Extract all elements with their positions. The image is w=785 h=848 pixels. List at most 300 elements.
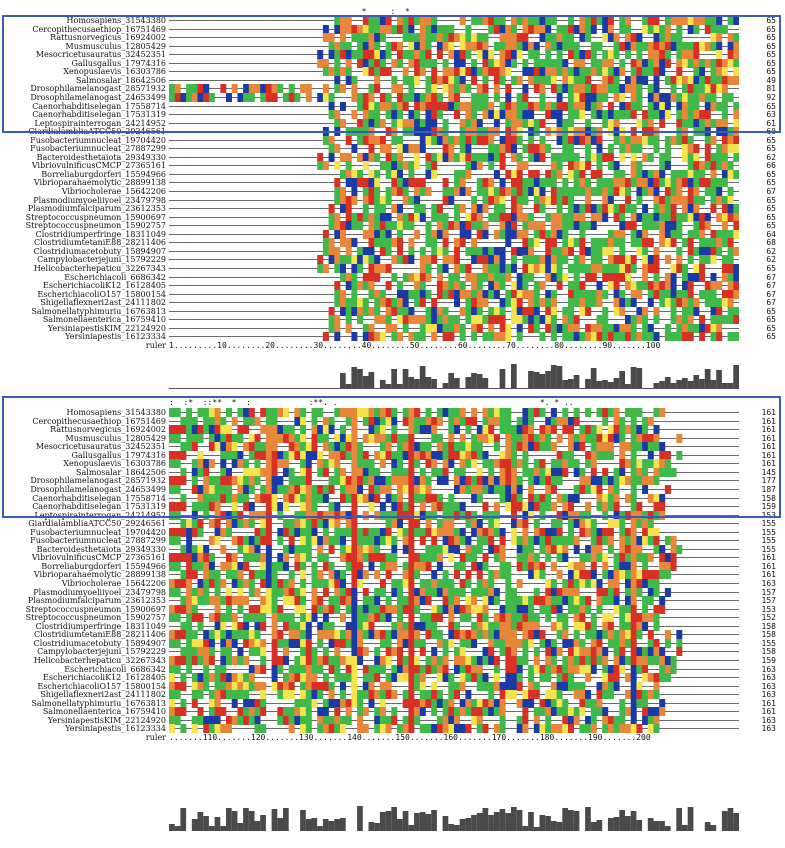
gap-dash bbox=[585, 259, 591, 260]
gap-dash bbox=[728, 446, 734, 447]
gap-dash bbox=[334, 242, 340, 243]
gap-dash bbox=[682, 463, 688, 464]
gap-dash bbox=[255, 319, 261, 320]
gap-dash bbox=[220, 200, 226, 201]
gap-dash bbox=[260, 165, 266, 166]
gap-dash bbox=[243, 131, 249, 132]
gap-dash bbox=[175, 20, 181, 21]
gap-dash bbox=[255, 285, 261, 286]
gap-dash bbox=[317, 37, 323, 38]
gap-dash bbox=[255, 234, 261, 235]
gap-dash bbox=[175, 319, 181, 320]
gap-dash bbox=[277, 446, 283, 447]
gap-dash bbox=[277, 242, 283, 243]
gap-dash bbox=[294, 131, 300, 132]
gap-dash bbox=[306, 148, 312, 149]
gap-dash bbox=[266, 242, 272, 243]
gap-dash bbox=[169, 421, 175, 422]
gap-dash bbox=[614, 225, 620, 226]
gap-dash bbox=[403, 336, 409, 337]
gap-dash bbox=[357, 200, 363, 201]
gap-dash bbox=[300, 174, 306, 175]
gap-dash bbox=[391, 251, 397, 252]
gap-dash bbox=[414, 472, 420, 473]
gap-dash bbox=[397, 200, 403, 201]
gap-dash bbox=[403, 429, 409, 430]
gap-dash bbox=[209, 294, 215, 295]
gap-dash bbox=[312, 234, 318, 235]
gap-dash bbox=[369, 208, 375, 209]
gap-dash bbox=[602, 106, 608, 107]
gap-dash bbox=[488, 208, 494, 209]
gap-dash bbox=[277, 123, 283, 124]
gap-dash bbox=[203, 191, 209, 192]
gap-dash bbox=[631, 311, 637, 312]
gap-dash bbox=[608, 463, 614, 464]
gap-dash bbox=[363, 88, 369, 89]
species-label: EscherichiacoliK12_16128405 bbox=[43, 281, 166, 291]
gap-dash bbox=[220, 148, 226, 149]
gap-dash bbox=[733, 97, 739, 98]
gap-dash bbox=[534, 277, 540, 278]
gap-dash bbox=[186, 455, 192, 456]
gap-dash bbox=[454, 438, 460, 439]
gap-dash bbox=[363, 148, 369, 149]
gap-dash bbox=[659, 438, 665, 439]
gap-dash bbox=[312, 20, 318, 21]
gap-dash bbox=[203, 174, 209, 175]
gap-dash bbox=[460, 217, 466, 218]
gap-dash bbox=[699, 480, 705, 481]
gap-dash bbox=[340, 285, 346, 286]
gap-dash bbox=[215, 20, 221, 21]
gap-dash bbox=[243, 225, 249, 226]
gap-dash bbox=[317, 208, 323, 209]
gap-dash bbox=[260, 106, 266, 107]
gap-dash bbox=[266, 20, 272, 21]
gap-dash bbox=[249, 285, 255, 286]
gap-dash bbox=[203, 446, 209, 447]
gap-dash bbox=[728, 412, 734, 413]
gap-dash bbox=[283, 446, 289, 447]
species-label: Xenopuslaevis_16303786 bbox=[63, 459, 166, 469]
gap-dash bbox=[312, 208, 318, 209]
gap-dash bbox=[203, 455, 209, 456]
gap-dash bbox=[169, 123, 175, 124]
gap-dash bbox=[226, 123, 232, 124]
gap-dash bbox=[226, 165, 232, 166]
gap-dash bbox=[465, 208, 471, 209]
gap-dash bbox=[169, 302, 175, 303]
gap-dash bbox=[317, 123, 323, 124]
gap-dash bbox=[209, 259, 215, 260]
gap-dash bbox=[198, 165, 204, 166]
gap-dash bbox=[192, 268, 198, 269]
gap-dash bbox=[386, 259, 392, 260]
gap-dash bbox=[437, 63, 443, 64]
gap-dash bbox=[180, 294, 186, 295]
gap-dash bbox=[642, 200, 648, 201]
gap-dash bbox=[682, 455, 688, 456]
gap-dash bbox=[255, 114, 261, 115]
gap-dash bbox=[277, 319, 283, 320]
gap-dash bbox=[272, 277, 278, 278]
gap-dash bbox=[597, 225, 603, 226]
gap-dash bbox=[671, 106, 677, 107]
end-position-number: 161 bbox=[761, 450, 776, 460]
gap-dash bbox=[237, 302, 243, 303]
gap-dash bbox=[659, 421, 665, 422]
consensus-line-2: : :* ::** * : :**. . *. * .. bbox=[169, 398, 574, 407]
gap-dash bbox=[272, 131, 278, 132]
gap-dash bbox=[477, 421, 483, 422]
gap-dash bbox=[716, 446, 722, 447]
gap-dash bbox=[648, 412, 654, 413]
end-position-number: 177 bbox=[761, 476, 776, 486]
gap-dash bbox=[260, 242, 266, 243]
gap-dash bbox=[403, 285, 409, 286]
gap-dash bbox=[551, 285, 557, 286]
gap-dash bbox=[317, 140, 323, 141]
gap-dash bbox=[300, 242, 306, 243]
gap-dash bbox=[391, 71, 397, 72]
gap-dash bbox=[237, 37, 243, 38]
gap-dash bbox=[289, 191, 295, 192]
gap-dash bbox=[289, 165, 295, 166]
gap-dash bbox=[608, 302, 614, 303]
gap-dash bbox=[312, 54, 318, 55]
gap-dash bbox=[733, 182, 739, 183]
gap-dash bbox=[551, 140, 557, 141]
gap-dash bbox=[192, 225, 198, 226]
gap-dash bbox=[408, 234, 414, 235]
gap-dash bbox=[534, 140, 540, 141]
gap-dash bbox=[733, 242, 739, 243]
gap-dash bbox=[631, 29, 637, 30]
gap-dash bbox=[619, 80, 625, 81]
gap-dash bbox=[488, 80, 494, 81]
gap-dash bbox=[317, 446, 323, 447]
gap-dash bbox=[665, 446, 671, 447]
gap-dash bbox=[408, 71, 414, 72]
gap-dash bbox=[562, 446, 568, 447]
gap-dash bbox=[431, 446, 437, 447]
gap-dash bbox=[215, 277, 221, 278]
gap-dash bbox=[237, 472, 243, 473]
gap-dash bbox=[186, 165, 192, 166]
gap-dash bbox=[277, 182, 283, 183]
gap-dash bbox=[699, 157, 705, 158]
gap-dash bbox=[312, 311, 318, 312]
gap-dash bbox=[294, 208, 300, 209]
gap-dash bbox=[226, 225, 232, 226]
gap-dash bbox=[733, 29, 739, 30]
gap-dash bbox=[289, 234, 295, 235]
end-position-number: 187 bbox=[761, 484, 776, 494]
gap-dash bbox=[300, 200, 306, 201]
gap-dash bbox=[460, 29, 466, 30]
gap-dash bbox=[175, 208, 181, 209]
gap-dash bbox=[614, 63, 620, 64]
gap-dash bbox=[505, 311, 511, 312]
gap-dash bbox=[340, 63, 346, 64]
gap-dash bbox=[306, 191, 312, 192]
gap-dash bbox=[728, 455, 734, 456]
gap-dash bbox=[625, 251, 631, 252]
gap-dash bbox=[602, 165, 608, 166]
gap-dash bbox=[255, 174, 261, 175]
gap-dash bbox=[203, 328, 209, 329]
gap-dash bbox=[266, 106, 272, 107]
gap-dash bbox=[266, 131, 272, 132]
gap-dash bbox=[198, 311, 204, 312]
gap-dash bbox=[317, 71, 323, 72]
gap-dash bbox=[477, 114, 483, 115]
gap-dash bbox=[488, 302, 494, 303]
gap-dash bbox=[243, 242, 249, 243]
gap-dash bbox=[676, 277, 682, 278]
gap-dash bbox=[357, 165, 363, 166]
gap-dash bbox=[289, 421, 295, 422]
gap-dash bbox=[454, 165, 460, 166]
gap-dash bbox=[380, 328, 386, 329]
gap-dash bbox=[283, 165, 289, 166]
gap-dash bbox=[340, 97, 346, 98]
gap-dash bbox=[203, 114, 209, 115]
gap-dash bbox=[306, 285, 312, 286]
gap-dash bbox=[693, 259, 699, 260]
gap-dash bbox=[728, 438, 734, 439]
gap-dash bbox=[215, 157, 221, 158]
gap-dash bbox=[705, 463, 711, 464]
end-position-number: 65 bbox=[766, 16, 776, 25]
gap-dash bbox=[203, 131, 209, 132]
gap-dash bbox=[648, 489, 654, 490]
gap-dash bbox=[711, 446, 717, 447]
gap-dash bbox=[483, 148, 489, 149]
gap-dash bbox=[237, 285, 243, 286]
gap-dash bbox=[363, 225, 369, 226]
gap-dash bbox=[209, 123, 215, 124]
gap-dash bbox=[306, 242, 312, 243]
gap-dash bbox=[579, 123, 585, 124]
gap-dash bbox=[232, 234, 238, 235]
gap-dash bbox=[186, 54, 192, 55]
gap-dash bbox=[654, 455, 660, 456]
gap-dash bbox=[711, 480, 717, 481]
gap-dash bbox=[215, 328, 221, 329]
gap-dash bbox=[329, 234, 335, 235]
gap-dash bbox=[317, 311, 323, 312]
gap-dash bbox=[249, 182, 255, 183]
species-label: Musmusculus_12805429 bbox=[65, 433, 166, 443]
gap-dash bbox=[294, 429, 300, 430]
gap-dash bbox=[243, 191, 249, 192]
gap-dash bbox=[443, 20, 449, 21]
gap-dash bbox=[175, 251, 181, 252]
gap-dash bbox=[391, 97, 397, 98]
gap-dash bbox=[226, 80, 232, 81]
gap-dash bbox=[636, 421, 642, 422]
gap-dash bbox=[699, 29, 705, 30]
gap-dash bbox=[374, 285, 380, 286]
gap-dash bbox=[682, 259, 688, 260]
end-position-number: 161 bbox=[761, 425, 776, 435]
gap-dash bbox=[625, 489, 631, 490]
gap-dash bbox=[688, 429, 694, 430]
gap-dash bbox=[728, 328, 734, 329]
gap-dash bbox=[716, 174, 722, 175]
gap-dash bbox=[237, 217, 243, 218]
gap-dash bbox=[391, 200, 397, 201]
gap-dash bbox=[728, 463, 734, 464]
gap-dash bbox=[306, 336, 312, 337]
gap-dash bbox=[585, 446, 591, 447]
gap-dash bbox=[226, 208, 232, 209]
gap-dash bbox=[232, 140, 238, 141]
gap-dash bbox=[688, 463, 694, 464]
gap-dash bbox=[180, 438, 186, 439]
gap-dash bbox=[226, 174, 232, 175]
gap-dash bbox=[300, 208, 306, 209]
gap-dash bbox=[528, 336, 534, 337]
gap-dash bbox=[306, 63, 312, 64]
gap-dash bbox=[591, 37, 597, 38]
gap-dash bbox=[602, 148, 608, 149]
gap-dash bbox=[579, 455, 585, 456]
gap-dash bbox=[414, 328, 420, 329]
gap-dash bbox=[215, 259, 221, 260]
gap-dash bbox=[192, 148, 198, 149]
gap-dash bbox=[192, 251, 198, 252]
gap-dash bbox=[636, 157, 642, 158]
gap-dash bbox=[522, 174, 528, 175]
gap-dash bbox=[220, 71, 226, 72]
gap-dash bbox=[574, 37, 580, 38]
gap-dash bbox=[283, 251, 289, 252]
gap-dash bbox=[671, 123, 677, 124]
gap-dash bbox=[551, 97, 557, 98]
gap-dash bbox=[711, 421, 717, 422]
gap-dash bbox=[255, 489, 261, 490]
gap-dash bbox=[249, 165, 255, 166]
gap-dash bbox=[175, 336, 181, 337]
gap-dash bbox=[688, 37, 694, 38]
gap-dash bbox=[169, 20, 175, 21]
gap-dash bbox=[215, 106, 221, 107]
gap-dash bbox=[260, 131, 266, 132]
gap-dash bbox=[642, 302, 648, 303]
species-label: Drosophilamelanogast_24653499 bbox=[30, 484, 166, 494]
gap-dash bbox=[294, 472, 300, 473]
gap-dash bbox=[169, 174, 175, 175]
gap-dash bbox=[688, 472, 694, 473]
gap-dash bbox=[426, 208, 432, 209]
gap-dash bbox=[220, 285, 226, 286]
gap-dash bbox=[323, 294, 329, 295]
gap-dash bbox=[386, 463, 392, 464]
gap-dash bbox=[636, 268, 642, 269]
gap-dash bbox=[465, 182, 471, 183]
gap-dash bbox=[294, 148, 300, 149]
gap-dash bbox=[693, 421, 699, 422]
gap-dash bbox=[175, 140, 181, 141]
gap-dash bbox=[209, 200, 215, 201]
gap-dash bbox=[648, 200, 654, 201]
gap-dash bbox=[454, 463, 460, 464]
gap-dash bbox=[733, 463, 739, 464]
gap-dash bbox=[260, 311, 266, 312]
gap-dash bbox=[500, 438, 506, 439]
gap-dash bbox=[289, 54, 295, 55]
gap-dash bbox=[722, 191, 728, 192]
gap-dash bbox=[243, 182, 249, 183]
gap-dash bbox=[437, 20, 443, 21]
gap-dash bbox=[283, 63, 289, 64]
gap-dash bbox=[597, 277, 603, 278]
gap-dash bbox=[300, 311, 306, 312]
gap-dash bbox=[243, 251, 249, 252]
gap-dash bbox=[733, 446, 739, 447]
ruler-row bbox=[0, 341, 785, 350]
gap-dash bbox=[289, 29, 295, 30]
gap-dash bbox=[203, 208, 209, 209]
gap-dash bbox=[728, 421, 734, 422]
gap-dash bbox=[494, 242, 500, 243]
gap-dash bbox=[380, 191, 386, 192]
gap-dash bbox=[306, 174, 312, 175]
gap-dash bbox=[682, 71, 688, 72]
gap-dash bbox=[198, 63, 204, 64]
gap-dash bbox=[340, 251, 346, 252]
gap-dash bbox=[169, 200, 175, 201]
gap-dash bbox=[448, 114, 454, 115]
gap-dash bbox=[283, 80, 289, 81]
gap-dash bbox=[705, 336, 711, 337]
gap-dash bbox=[414, 438, 420, 439]
gap-dash bbox=[431, 182, 437, 183]
gap-dash bbox=[562, 294, 568, 295]
gap-dash bbox=[562, 268, 568, 269]
gap-dash bbox=[294, 328, 300, 329]
gap-dash bbox=[659, 277, 665, 278]
gap-dash bbox=[312, 37, 318, 38]
gap-dash bbox=[266, 80, 272, 81]
gap-dash bbox=[260, 191, 266, 192]
gap-dash bbox=[420, 438, 426, 439]
gap-dash bbox=[351, 208, 357, 209]
gap-dash bbox=[705, 438, 711, 439]
gap-dash bbox=[180, 217, 186, 218]
gap-dash bbox=[636, 20, 642, 21]
gap-dash bbox=[579, 319, 585, 320]
gap-dash bbox=[334, 421, 340, 422]
gap-dash bbox=[272, 37, 278, 38]
gap-dash bbox=[198, 29, 204, 30]
species-label: Drosophilamelanogast_28571932 bbox=[30, 84, 166, 94]
gap-dash bbox=[283, 46, 289, 47]
gap-dash bbox=[511, 88, 517, 89]
gap-dash bbox=[226, 319, 232, 320]
gap-dash bbox=[391, 54, 397, 55]
gap-dash bbox=[289, 259, 295, 260]
gap-dash bbox=[175, 200, 181, 201]
gap-dash bbox=[636, 302, 642, 303]
gap-dash bbox=[237, 200, 243, 201]
species-label: Caenorhabditiselegan_17531319 bbox=[32, 110, 166, 120]
gap-dash bbox=[300, 157, 306, 158]
gap-dash bbox=[317, 174, 323, 175]
